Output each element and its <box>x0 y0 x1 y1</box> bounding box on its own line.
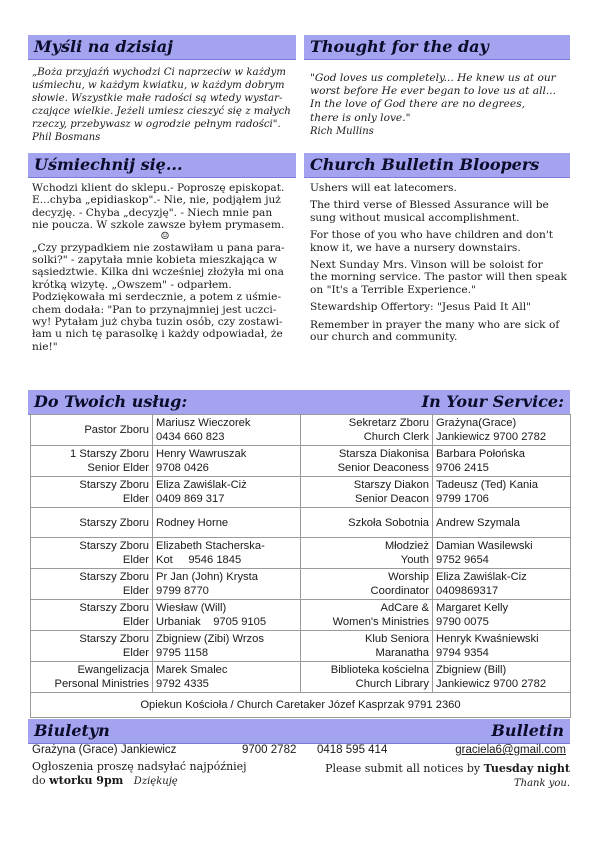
service-role: Starszy Zboru Elder <box>31 569 153 600</box>
smiley-icon: ☺ <box>160 230 170 242</box>
blooper-item: For those of you who have children and don't know it, we have a nursery downstairs. <box>310 229 554 254</box>
service-role: AdCare & Women's Ministries <box>301 600 433 631</box>
service-role: Starszy Zboru Elder <box>31 631 153 662</box>
caretaker-cell: Opiekun Kościoła / Church Caretaker Józef Kasprzak 9791 2360 <box>31 693 571 718</box>
bloopers-text <box>310 182 572 348</box>
service-role: Starszy Zboru <box>31 508 153 538</box>
service-row <box>31 477 571 508</box>
service-row <box>31 631 571 662</box>
service-name: Pr Jan (John) Krysta 9799 8770 <box>153 569 301 600</box>
caretaker-row <box>31 693 571 718</box>
thought-title: Thought for the day <box>310 37 489 56</box>
service-role: Starszy Zboru Elder <box>31 600 153 631</box>
service-name: Marek Smalec 9792 4335 <box>153 662 301 693</box>
service-name: Wiesław (Will) Urbaniak 9705 9105 <box>153 600 301 631</box>
service-table <box>30 414 571 718</box>
service-name: Barbara Połońska 9706 2415 <box>433 446 571 477</box>
mysli-quote: „Boża przyjaźń wychodzi Ci naprzeciw w każdym uśmiechu, w każdym kwiatku, w każdym dobrym słowie. Wszystkie małe radości są wtedy wystar- czające wielkie. Jeżeli umiesz cieszyć się z małych rzeczy, przebywasz w ogrodzie pełnym radości". Phil Bosmans <box>32 66 298 144</box>
service-role: Biblioteka kościelna Church Library <box>301 662 433 693</box>
blooper-item: The third verse of Blessed Assurance will be sung without musical accomplishment. <box>310 199 549 224</box>
service-title-en: In Your Service: <box>421 392 564 411</box>
thought-quote: "God loves us completely... He knew us at our worst before He ever began to love us at all... In the love of God there are no degrees, there is only love." Rich Mullins <box>310 72 572 138</box>
service-name: Henry Wawruszak 9708 0426 <box>153 446 301 477</box>
service-name: Andrew Szymala <box>433 508 571 538</box>
service-role: Starszy Zboru Elder <box>31 477 153 508</box>
service-row <box>31 662 571 693</box>
mysli-author: Phil Bosmans <box>32 132 101 143</box>
bulletin-header <box>28 719 570 744</box>
blooper-item: Stewardship Offertory: "Jesus Paid It All" <box>310 301 532 314</box>
thought-header <box>304 35 570 60</box>
contact-phone2: 0418 595 414 <box>317 744 388 756</box>
service-name: Mariusz Wieczorek 0434 660 823 <box>153 415 301 446</box>
service-name: Damian Wasilewski 9752 9654 <box>433 538 571 569</box>
service-role: Pastor Zboru <box>31 415 153 446</box>
service-role: Starszy Zboru Elder <box>31 538 153 569</box>
bulletin-title-pl: Biuletyn <box>34 721 110 740</box>
bloopers-title: Church Bulletin Bloopers <box>310 155 540 174</box>
contact-phone1: 9700 2782 <box>242 744 297 756</box>
usmiechnij-text: Wchodzi klient do sklepu.- Poproszę episkopat. E...chyba „epidiaskop".- Nie, nie, podjąłem już decyzję. - Chyba „decyzję". - Niech mnie pan nie poucza. W szkole zawsze byłem prymasem. ☺ „Czy przypadkiem nie zostawiłam u pana para- solki?" - zapytała mnie kobieta mieszkająca w sąsiedztwie. Kilka dni wcześniej złożyła mi ona krótką wizytę. „Owszem" - odparłem. Podziękowała mi serdecznie, a potem z uśmie- chem dodała: "Pan to przynajmniej jest uczci- wy! Pytałam już chyba tuzin osób, czy zostawi- łam u nich tę parasolkę i każdy odpowiadał, że nie!" <box>32 182 298 353</box>
bulletin-note-pl: Ogłoszenia proszę nadsyłać najpóźniej do wtorku 9pm Dziękuję <box>32 760 247 787</box>
blooper-item: Remember in prayer the many who are sick of our church and community. <box>310 318 560 344</box>
service-name: Elizabeth Stacherska- Kot 9546 1845 <box>153 538 301 569</box>
en-thanks: Thank you. <box>513 777 570 789</box>
service-role: Starsza Diakonisa Senior Deaconess <box>301 446 433 477</box>
blooper-item: Ushers will eat latecomers. <box>310 182 457 194</box>
usmiechnij-header <box>28 153 296 178</box>
service-role: Ewangelizacja Personal Ministries <box>31 662 153 693</box>
service-role: Worship Coordinator <box>301 569 433 600</box>
service-row <box>31 600 571 631</box>
blooper-item: Next Sunday Mrs. Vinson will be soloist for the morning service. The pastor will then speak on "It's a Terrible Experience." <box>310 259 567 296</box>
service-row <box>31 508 571 538</box>
service-name: Zbigniew (Zibi) Wrzos 9795 1158 <box>153 631 301 662</box>
service-role: Starszy Diakon Senior Deacon <box>301 477 433 508</box>
service-name: Eliza Zawiślak-Ciz 0409869317 <box>433 569 571 600</box>
service-name: Zbigniew (Bill) Jankiewicz 9700 2782 <box>433 662 571 693</box>
usmiechnij-title: Uśmiechnij się... <box>34 155 183 174</box>
service-row <box>31 415 571 446</box>
contact-email[interactable]: graciela6@gmail.com <box>455 744 566 756</box>
bulletin-title-en: Bulletin <box>491 721 564 740</box>
bulletin-contact <box>32 743 570 757</box>
service-name: Eliza Zawiślak-Ciż 0409 869 317 <box>153 477 301 508</box>
mysli-title: Myśli na dzisiaj <box>34 37 173 56</box>
contact-name: Grażyna (Grace) Jankiewicz <box>32 744 177 756</box>
service-name: Grażyna(Grace) Jankiewicz 9700 2782 <box>433 415 571 446</box>
service-role: Sekretarz Zboru Church Clerk <box>301 415 433 446</box>
thought-author: Rich Mullins <box>310 125 374 137</box>
service-row <box>31 446 571 477</box>
service-name: Henryk Kwaśniewski 9794 9354 <box>433 631 571 662</box>
service-header <box>28 390 570 415</box>
service-name: Rodney Horne <box>153 508 301 538</box>
service-name: Tadeusz (Ted) Kania 9799 1706 <box>433 477 571 508</box>
service-name: Margaret Kelly 9790 0075 <box>433 600 571 631</box>
mysli-header <box>28 35 296 60</box>
service-role: 1 Starszy Zboru Senior Elder <box>31 446 153 477</box>
service-row <box>31 538 571 569</box>
service-title-pl: Do Twoich usług: <box>34 392 188 411</box>
bulletin-note-en: Please submit all notices by Tuesday night Thank you. <box>325 762 570 789</box>
service-row <box>31 569 571 600</box>
pl-thanks: Dziękuję <box>133 775 178 787</box>
service-role: Młodzież Youth <box>301 538 433 569</box>
bloopers-header <box>304 153 570 178</box>
service-role: Klub Seniora Maranatha <box>301 631 433 662</box>
service-role: Szkoła Sobotnia <box>301 508 433 538</box>
